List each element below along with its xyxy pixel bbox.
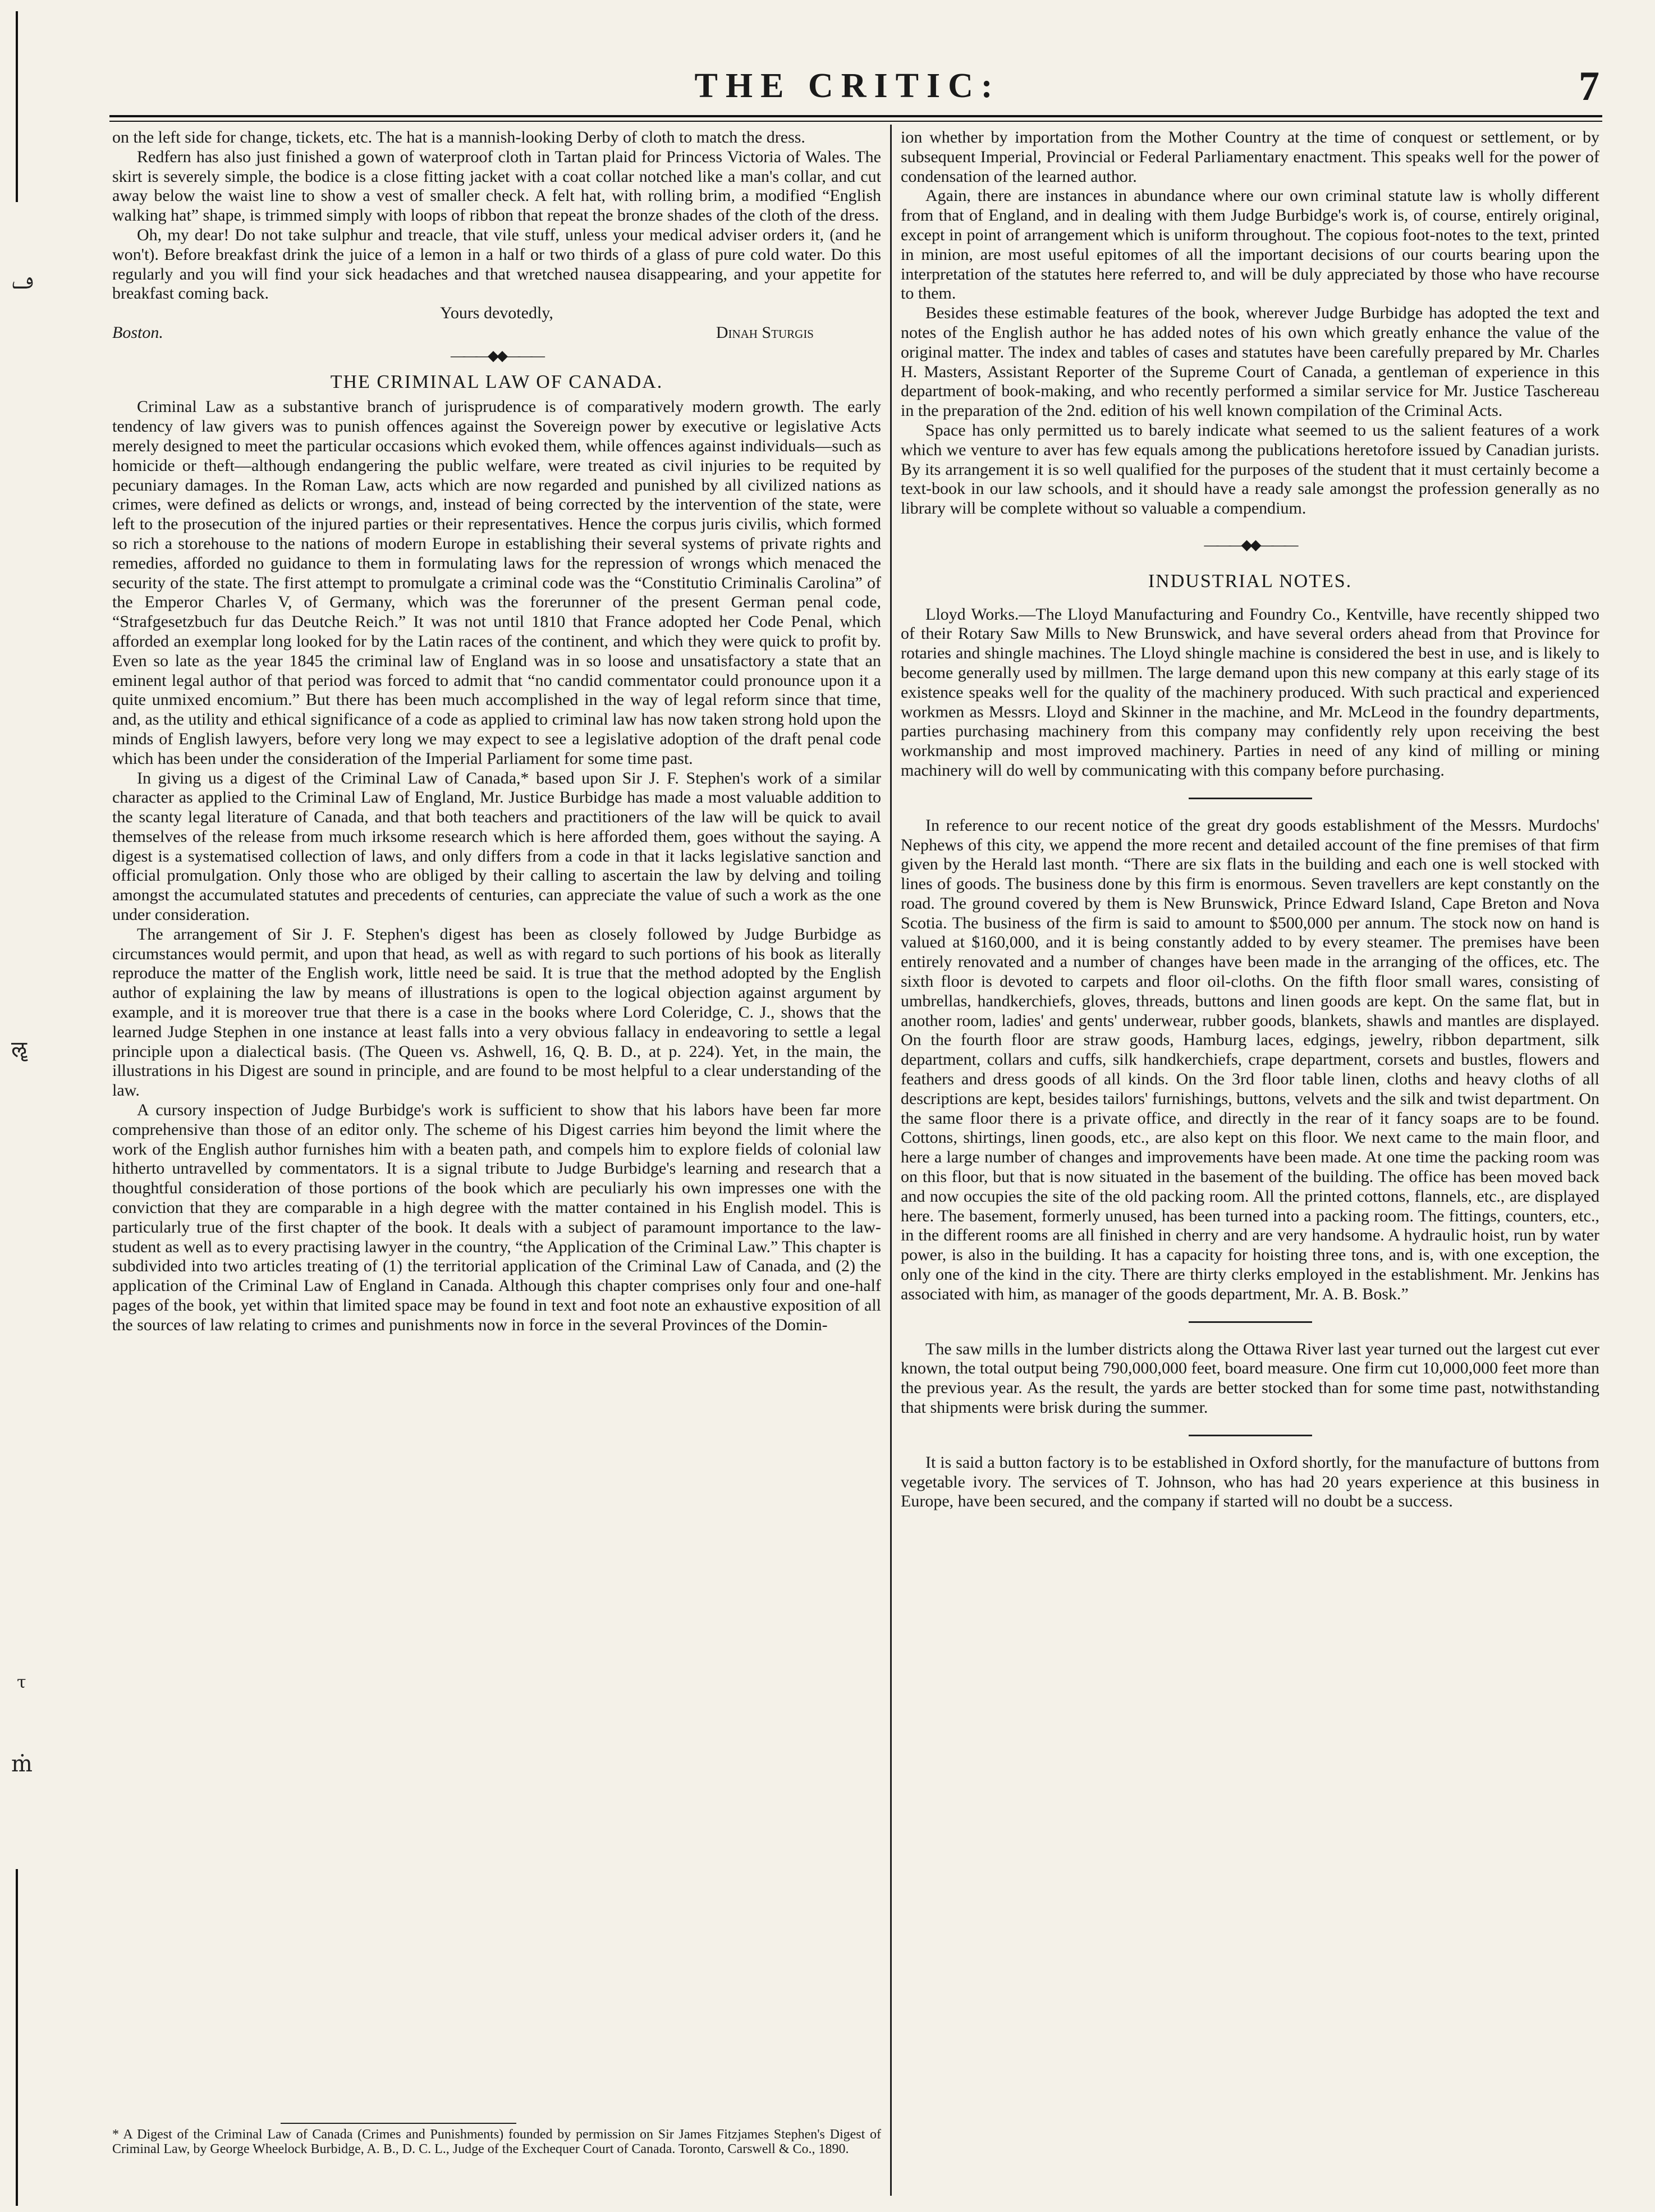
article-paragraph: Lloyd Works.—The Lloyd Manufacturing and Foundry Co., Kentville, have recently shipped two of their Rotary Saw Mills to New Brunswick, and have several orders ahead from that Province for rotaries and shingle machines. The Lloyd shingle machine is considered the best in use, and is likely to become generally used by millmen. The large demand upon this new company at this early stage of its existence speaks well for the quality of the machinery produced. With such practical and experienced workmen as Messrs. Lloyd and Skinner in the machine, and Mr. McLeod in the foundry departments, parties purchasing machinery from this company may confidently rely upon receiving the best workmanship and most improved machinery. Parties in need of any kind of milling or mining machinery will do well by communicating with this company before purchasing. xyxy=(901,604,1599,780)
separator-rule xyxy=(1189,1321,1312,1323)
article-paragraph: Redfern has also just finished a gown of waterproof cloth in Tartan plaid for Princess Victoria of Wales. The skirt is severely simple, the bodice is a close fitting jacket with a coat collar notched like a man's collar, and cut away below the waist line to show a vest of smaller check. A felt hat, with rolling brim, a modified “English walking hat” shape, is trimmed simply with loops of ribbon that repeat the bronze shades of the cloth of the dress. xyxy=(112,147,881,225)
article-paragraph: Oh, my dear! Do not take sulphur and treacle, that vile stuff, unless your medical adviser orders it, (and he won't). Before breakfast drink the juice of a lemon in a half or two thirds of a glass of pure cold water. Do this regularly and you will find your sick headaches and that wretched nausea disappearing, and your appetite for breakfast coming back. xyxy=(112,225,881,303)
right-column xyxy=(901,128,1599,2193)
header-rule xyxy=(109,115,1602,122)
article-paragraph: Space has only permitted us to barely indicate what seemed to us the salient features of a work which we venture to aver has few equals among the publications heretofore issued by Canadian jurists. By its arrangement it is so well qualified for the purposes of the student that it must certainly become a text-book in our law schools, and it should have a ready sale amongst the profession generally as no library will be complete without so valuable a compendium. xyxy=(901,420,1599,518)
margin-mark: τ xyxy=(17,1673,26,1692)
article-paragraph: It is said a button factory is to be established in Oxford shortly, for the manufacture of buttons from vegetable ivory. The services of T. Johnson, who has had 20 years experience at this business in Europe, have been secured, and the company if started will no doubt be a success. xyxy=(901,1453,1599,1511)
section-ornament: ———◆◆——— xyxy=(451,347,543,364)
article-paragraph: In giving us a digest of the Criminal Law of Canada,* based upon Sir J. F. Stephen's work of a similar character as applied to the Criminal Law of England, Mr. Justice Burbidge has made a most valuable addition to the scanty legal literature of Canada, and that both teachers and practitioners of the law will be quick to avail themselves of the release from much irksome research which is here afforded them, goes without the saying. A digest is a systematised collection of laws, and only differs from a code in that it lacks legislative sanction and official promulgation. Only those who are obliged by their calling to ascertain the law by delving and toiling amongst the accumulated statutes and precedents of centuries, can appreciate the value of such a work as the one under consideration. xyxy=(112,768,881,924)
letter-closing: Yours devotedly, xyxy=(440,304,553,323)
article-paragraph: ion whether by importation from the Mother Country at the time of conquest or settlement, or by subsequent Imperial, Provincial or Federal Parliamentary enactment. This speaks well for the power of condensation of the learned author. xyxy=(901,128,1599,186)
letter-place: Boston. xyxy=(112,323,163,342)
article-paragraph: Criminal Law as a substantive branch of jurisprudence is of comparatively modern growth. The early tendency of law givers was to punish offences against the Sovereign power by executive or legislative Acts merely designed to meet the particular occasions which evoked them, while offences against individuals—such as homicide or theft—although endangering the public welfare, were treated as civil injuries to be requited by pecuniary damages. In the Roman Law, acts which are now regarded and punished by all civilized nations as crimes, were defined as delicts or wrongs, and, instead of being corrected by the intervention of the state, were left to the prosecution of the injured parties or their representatives. Hence the corpus juris civilis, which formed so rich a storehouse to the nations of modern Europe in establishing their several systems of private rights and remedies, afforded no guidance to them in formulating laws for the repression of wrongs which menaced the security of the state. The first attempt to promulgate a criminal code was the “Constitutio Criminalis Carolina” of the Emperor Charles V, of Germany, which was the forerunner of the present German penal code, “Strafgesetzbuch fur das Deutche Reich.” It was not until 1810 that France adopted her Code Penal, which afforded an exemplar long looked for by the Latin races of the continent, and which they were quick to profit by. Even so late as the year 1845 the criminal law of England was in so loose and unsatisfactory a state that an eminent legal author of that period was forced to admit that “no candid commentator could pronounce upon it a quite unmixed encomium.” But there has been much accomplished in the way of legal reform since that time, and, as the utility and ethical significance of a code as applied to criminal law has now taken strong hold upon the minds of English lawyers, before very long we may expect to see a legislative adoption of the draft penal code which has been under the consideration of the Imperial Parliament for some time past. xyxy=(112,397,881,768)
footnote-rule xyxy=(281,2123,516,2124)
footnote: * A Digest of the Criminal Law of Canada (Crimes and Punishments) founded by permission on Sir James Fitzjames Stephen's Digest of Criminal Law, by George Wheelock Burbidge, A. B., D. C. L., Judge of the Exchequer Court of Canada. Toronto, Carswell & Co., 1890. xyxy=(112,2127,881,2156)
page-number: 7 xyxy=(1579,63,1599,109)
margin-mark: ࢻ xyxy=(11,264,34,295)
margin-mark: ॡ xyxy=(11,1037,27,1063)
article-paragraph: The saw mills in the lumber districts along the Ottawa River last year turned out the largest cut ever known, the total output being 790,000,000 feet, board measure. One firm cut 10,000,000 feet more than the previous year. As the result, the yards are better stocked than for some time past, notwithstanding that shipments were brisk during the summer. xyxy=(901,1339,1599,1417)
article-paragraph: A cursory inspection of Judge Burbidge's work is sufficient to show that his labors have been far more comprehensive than those of an editor only. The scheme of his Digest carries him beyond the limit where the work of the English author furnishes him with a beaten path, and compels him to explore fields of colonial law hitherto untravelled by commentators. It is a signal tribute to Judge Burbidge's learning and research that a thoughtful consideration of those portions of the book which are peculiarly his own impresses one with the conviction that they are comparable in a high degree with the matter contained in his English model. This is particularly true of the first chapter of the book. It deals with a subject of paramount importance to the law-student as well as to every practising lawyer in the country, “the Application of the Criminal Law.” This chapter is subdivided into two articles treating of (1) the territorial application of the Criminal Law of Canada, and (2) the application of the Criminal Law of England in Canada. Although this chapter comprises only four and one-half pages of the book, yet within that limited space may be found in text and foot note an exhaustive exposition of all the sources of law relating to crimes and punishments now in force in the several Provinces of the Domin- xyxy=(112,1101,881,1334)
article-paragraph: Besides these estimable features of the book, wherever Judge Burbidge has adopted the text and notes of the English author he has added notes of his own which greatly enhance the value of the original matter. The index and tables of cases and statutes have been carefully prepared by Mr. Charles H. Masters, Assistant Reporter of the Supreme Court of Canada, a gentleman of experience in this department of book-making, and who recently performed a similar service for Mr. Justice Taschereau in the preparation of the 2nd. edition of his well known compilation of the Criminal Acts. xyxy=(901,304,1599,420)
left-binding-rule-lower xyxy=(16,1869,18,2206)
letter-signature: Dinah Sturgis xyxy=(716,323,814,342)
article-paragraph: Again, there are instances in abundance where our own criminal statute law is wholly different from that of England, and in dealing with them Judge Burbidge's work is, of course, entirely original, except in point of arrangement which is uniform throughout. The copious foot-notes to the text, printed in minion, are most useful epitomes of all the important decisions of our courts bearing upon the interpretation of the statutes here referred to, and will be duly appreciated by those who have recourse to them. xyxy=(901,186,1599,303)
article-paragraph: In reference to our recent notice of the great dry goods establishment of the Messrs. Murdochs' Nephews of this city, we append the more recent and detailed account of the fine premises of that firm given by the Herald last month. “There are six flats in the building and each one is well stocked with lines of goods. The business done by this firm is enormous. Seven travellers are kept constantly on the road. The ground covered by them is New Brunswick, Prince Edward Island, Cape Breton and Nova Scotia. The business of the firm is said to amount to $500,000 per annum. The stock now on hand is valued at $160,000, and it is being constantly added to by every steamer. The premises have been entirely renovated and a number of changes have been made in the arranging of the offices, etc. The sixth floor is devoted to carpets and floor oil-cloths. On the fifth floor small wares, consisting of umbrellas, handkerchiefs, gloves, threads, buttons and linen goods are kept. On the same flat, but in another room, ladies' and gents' underwear, rubber goods, blankets, shawls and mantles are displayed. On the fourth floor are straw goods, Hamburg laces, edgings, jewelry, ribbon department, silk department, collars and cuffs, silk handkerchiefs, crape department, corsets and bustles, flowers and feathers and dress goods of all kinds. On the 3rd floor table linen, cloths and heavy cloths of all descriptions are kept, besides tailors' furnishings, buttons, velvets and the silk and twist department. On the same floor there is a private office, and directly in the rear of it fancy soaps are to be found. Cottons, shirtings, linen goods, etc., are also kept on this floor. We next came to the main floor, and here a large number of changes and improvements have been made. At one time the packing room was on this floor, but that is now situated in the basement of the building. The office has been moved back and now occupies the site of the old packing room. All the printed cottons, flannels, etc., are displayed here. The basement, formerly unused, has been turned into a packing room. The fittings, counters, etc., in the different rooms are all finished in cherry and are very handsome. A hydraulic hoist, run by water power, is also in the building. It has a capacity for hoisting three tons, and is, with one exception, the only one of the kind in the city. There are thirty clerks employed in the establishment. Mr. Jenkins has associated with him, as manager of the goods department, Mr. A. B. Bosk.” xyxy=(901,816,1599,1303)
publication-title: THE CRITIC: xyxy=(694,67,1001,105)
separator-rule xyxy=(1189,1435,1312,1436)
article-paragraph: on the left side for change, tickets, etc. The hat is a mannish-looking Derby of cloth to match the dress. xyxy=(112,128,805,146)
section-ornament: ———◆◆——— xyxy=(1204,536,1296,553)
signature-line xyxy=(112,323,881,343)
left-binding-rule xyxy=(16,11,18,202)
margin-mark: ṁ xyxy=(11,1751,33,1777)
separator-rule xyxy=(1189,798,1312,799)
page-header xyxy=(95,63,1599,117)
section-title-industrial-notes: INDUSTRIAL NOTES. xyxy=(1148,570,1353,592)
section-title-criminal-law: THE CRIMINAL LAW OF CANADA. xyxy=(330,371,663,392)
left-column xyxy=(112,128,881,2126)
article-paragraph: The arrangement of Sir J. F. Stephen's digest has been as closely followed by Judge Burbidge as circumstances would permit, and upon that head, as well as with regard to such portions of his book as literally reproduce the matter of the English work, little need be said. It is true that the method adopted by the English author of explaining the law by means of illustrations is open to the logical objection against argument by example, and it is moreover true that there is a case in the books where Lord Coleridge, C. J., shows that the learned Judge Stephen in one instance at least falls into a very obvious fallacy in endeavoring to settle a legal principle upon a dialectical basis. (The Queen vs. Ashwell, 16, Q. B. D., at p. 224). Yet, in the main, the illustrations in his Digest are sound in principle, and are found to be most helpful to a clear understanding of the law. xyxy=(112,924,881,1100)
column-divider xyxy=(890,125,892,2196)
